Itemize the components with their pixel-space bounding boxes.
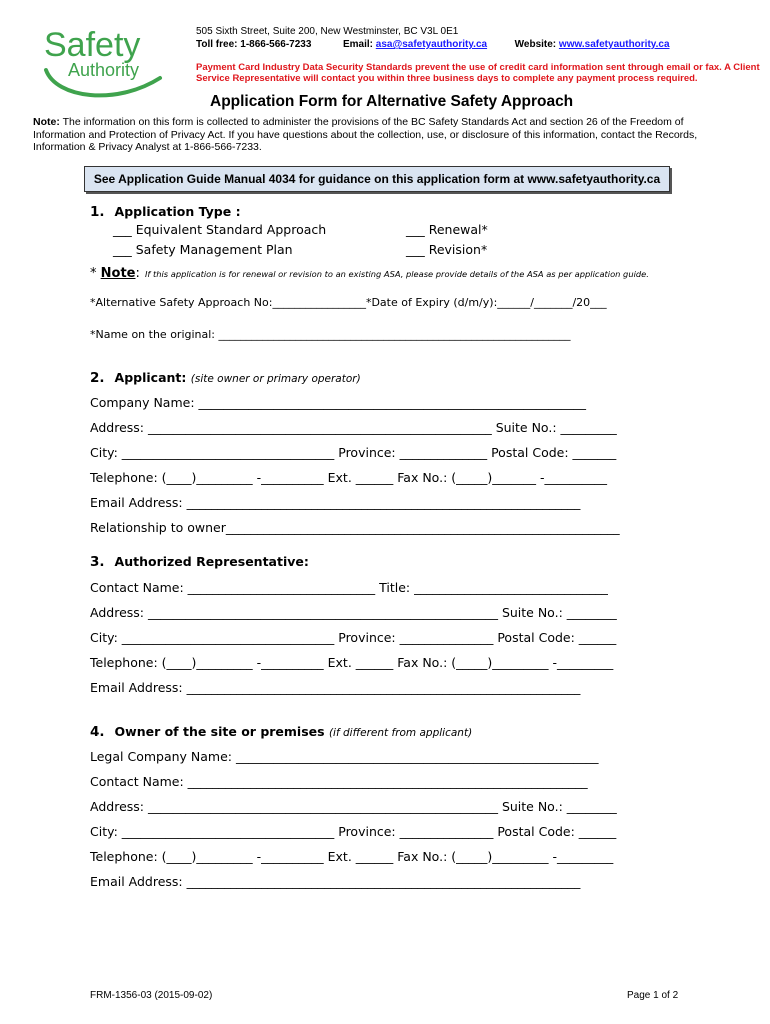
logo-text-authority: Authority bbox=[68, 60, 140, 80]
header-contact-line bbox=[196, 39, 670, 50]
option-safety-management-plan[interactable]: ___ Safety Management Plan bbox=[113, 242, 293, 257]
section1-note-star: * bbox=[90, 266, 101, 281]
owner-address-field[interactable]: Address: ________________________________________________________ Suite No.: ________ bbox=[90, 799, 617, 814]
section4-number: 4. bbox=[90, 724, 105, 740]
section1-title: Application Type : bbox=[114, 204, 241, 219]
section3-number: 3. bbox=[90, 554, 105, 570]
owner-email-field[interactable]: Email Address: _______________________________________________________________ bbox=[90, 874, 581, 889]
applicant-email-field[interactable]: Email Address: _______________________________________________________________ bbox=[90, 495, 581, 510]
section4-title: Owner of the site or premises bbox=[114, 724, 325, 739]
rep-email-field[interactable]: Email Address: _______________________________________________________________ bbox=[90, 680, 581, 695]
applicant-company-field[interactable]: Company Name: ______________________________________________________________ bbox=[90, 395, 587, 410]
header-email-link[interactable]: asa@safetyauthority.ca bbox=[375, 39, 488, 50]
section2-title: Applicant: bbox=[114, 370, 187, 385]
owner-legal-name-field[interactable]: Legal Company Name: __________________________________________________________ bbox=[90, 749, 599, 764]
section4-subtitle: (if different from applicant) bbox=[328, 727, 473, 739]
section2-heading bbox=[90, 370, 361, 386]
privacy-note-text: The information on this form is collected to administer the provisions of the BC Safety Standards Act and section 26 of the Freedom of Information and Protection of Privacy Act. If you have questions about the collection, use, or disclosure of this information, contact the Records, Information & Privacy Analyst at 1-866-566-7233. bbox=[33, 116, 698, 153]
header-website-link[interactable]: www.safetyauthority.ca bbox=[558, 39, 670, 50]
section3-heading bbox=[90, 554, 309, 570]
header-tollfree: Toll free: 1-866-566-7233 bbox=[196, 39, 312, 50]
option-revision[interactable]: ___ Revision* bbox=[406, 242, 488, 257]
original-name-field[interactable]: *Name on the original: ________________________________________________________________ bbox=[90, 328, 571, 341]
owner-city-field[interactable]: City: __________________________________ Province: _______________ Postal Code: ______ bbox=[90, 824, 617, 839]
section1-heading bbox=[90, 204, 241, 220]
section4-heading bbox=[90, 724, 472, 740]
section2-number: 2. bbox=[90, 370, 105, 386]
applicant-city-field[interactable]: City: __________________________________ Province: ______________ Postal Code: _______ bbox=[90, 445, 617, 460]
applicant-address-field[interactable]: Address: _______________________________________________________ Suite No.: _________ bbox=[90, 420, 617, 435]
header-email-label: Email: bbox=[343, 39, 374, 50]
section1-note bbox=[90, 262, 649, 281]
header-pci-line1: Payment Card Industry Data Security Standards prevent the use of credit card information sent through email or fax. A Client bbox=[196, 62, 760, 73]
rep-telephone-field[interactable]: Telephone: (____)_________ -__________ Ext. ______ Fax No.: (_____)_________ -_________ bbox=[90, 655, 614, 670]
guide-banner-text: See Application Guide Manual 4034 for guidance on this application form at www.safetyauthority.ca bbox=[93, 172, 661, 186]
logo-text-safety: Safety bbox=[44, 26, 141, 64]
section1-number: 1. bbox=[90, 204, 105, 220]
applicant-telephone-field[interactable]: Telephone: (____)_________ -__________ Ext. ______ Fax No.: (_____)_______ -__________ bbox=[90, 470, 607, 485]
page-title: Application Form for Alternative Safety Approach bbox=[210, 93, 574, 110]
owner-contact-field[interactable]: Contact Name: ________________________________________________________________ bbox=[90, 774, 588, 789]
asa-number-field[interactable]: *Alternative Safety Approach No:_________________*Date of Expiry (d/m/y):______/_______/20___ bbox=[90, 296, 607, 309]
header-pci-line2: Service Representative will contact you within three business days to complete any payment process required. bbox=[196, 73, 698, 84]
footer-form-id: FRM-1356-03 (2015-09-02) bbox=[90, 990, 213, 1001]
rep-contact-field[interactable]: Contact Name: ______________________________ Title: _______________________________ bbox=[90, 580, 608, 595]
section2-subtitle: (site owner or primary operator) bbox=[190, 373, 361, 385]
header-website-label: Website: bbox=[514, 39, 557, 50]
section3-title: Authorized Representative: bbox=[114, 554, 309, 569]
owner-telephone-field[interactable]: Telephone: (____)_________ -__________ Ext. ______ Fax No.: (_____)_________ -_________ bbox=[90, 849, 614, 864]
applicant-relationship-field[interactable]: Relationship to owner_______________________________________________________________ bbox=[90, 520, 620, 535]
safety-authority-logo bbox=[36, 26, 166, 102]
privacy-note bbox=[33, 116, 733, 154]
section1-note-label: Note bbox=[100, 266, 136, 281]
rep-city-field[interactable]: City: __________________________________ Province: _______________ Postal Code: ______ bbox=[90, 630, 617, 645]
section1-note-colon: : bbox=[135, 266, 140, 281]
footer-page-number: Page 1 of 2 bbox=[627, 990, 679, 1001]
option-renewal[interactable]: ___ Renewal* bbox=[406, 222, 488, 237]
header-address: 505 Sixth Street, Suite 200, New Westminster, BC V3L 0E1 bbox=[196, 26, 459, 37]
guide-banner bbox=[84, 166, 670, 192]
rep-address-field[interactable]: Address: ________________________________________________________ Suite No.: ________ bbox=[90, 605, 617, 620]
section1-note-text: If this application is for renewal or revision to an existing ASA, please provide details of the ASA as per application guide. bbox=[144, 269, 649, 279]
option-equivalent-standard[interactable]: ___ Equivalent Standard Approach bbox=[113, 222, 327, 237]
privacy-note-label: Note: bbox=[33, 116, 60, 128]
